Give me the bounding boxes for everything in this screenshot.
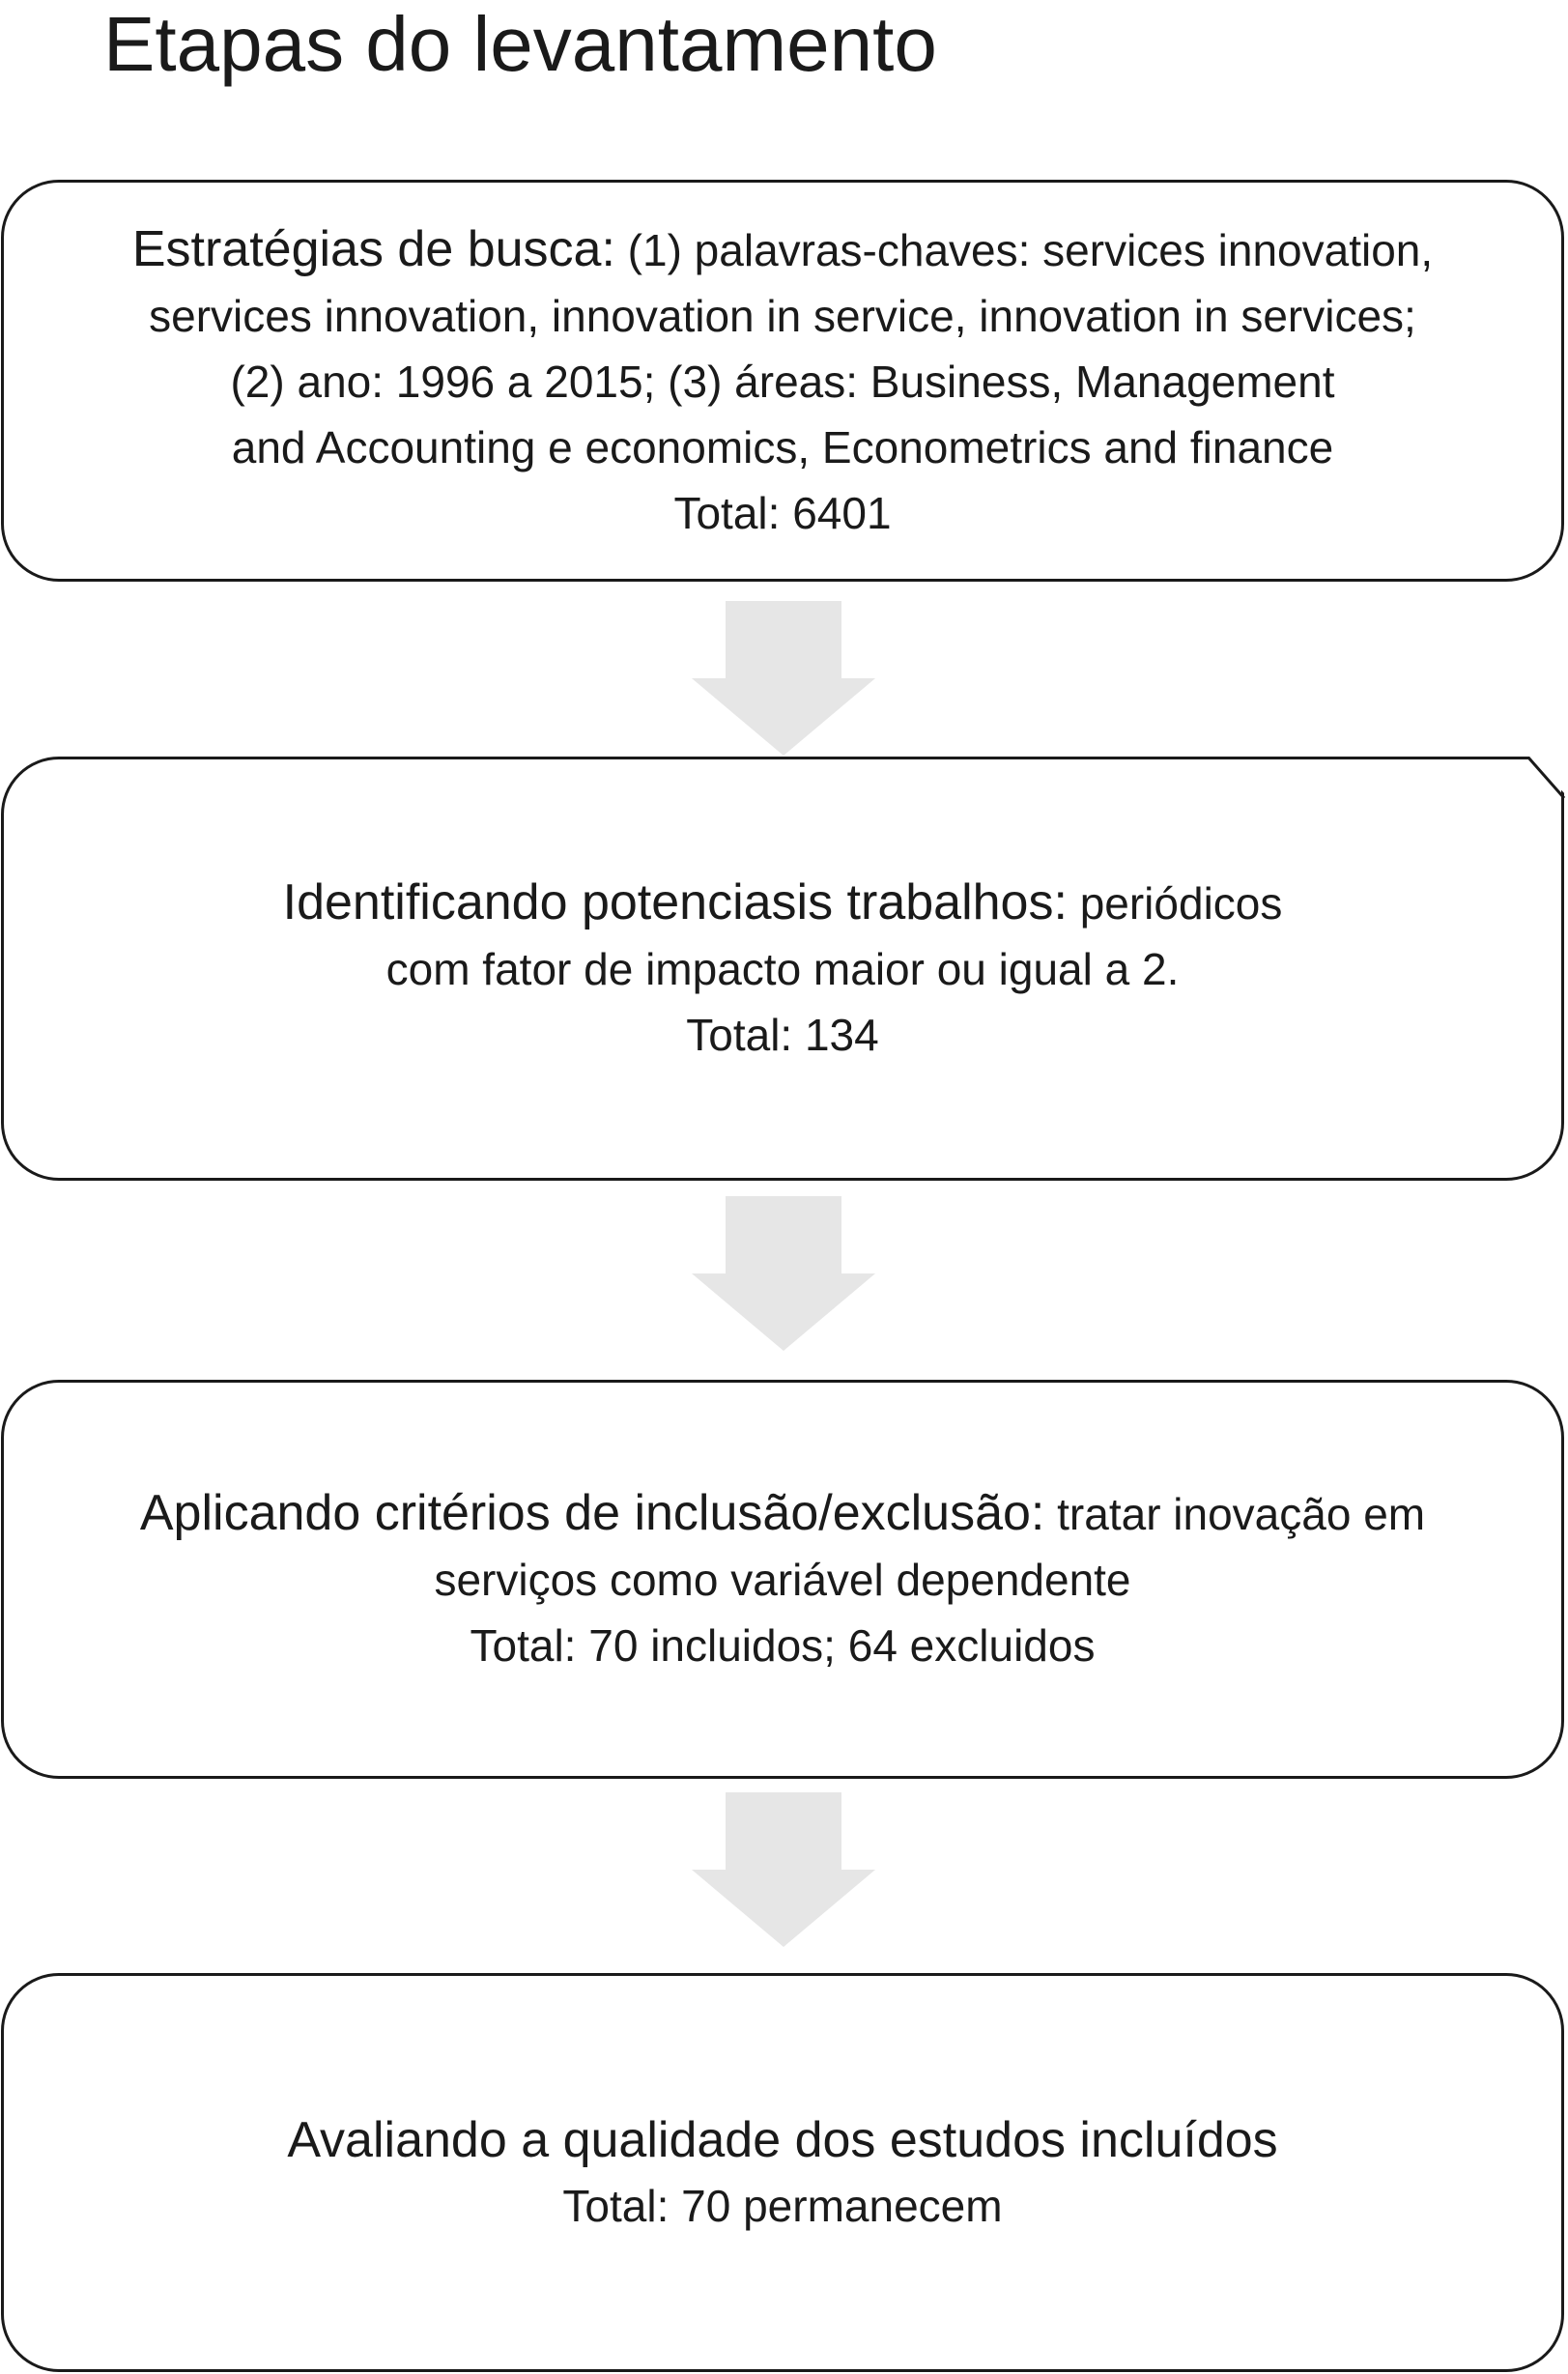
down-arrow-icon xyxy=(692,1792,875,1947)
down-arrow-icon xyxy=(692,1196,875,1351)
step-line: com fator de impacto maior ou igual a 2. xyxy=(385,944,1180,994)
step-box-quality xyxy=(1,1973,1564,2372)
step-lead-label: Estratégias de busca: xyxy=(131,220,615,277)
step-total: Total: 6401 xyxy=(673,487,892,538)
step-box-identify-works xyxy=(1,757,1564,1181)
step-box-criteria xyxy=(1,1380,1564,1779)
box-corner-cut xyxy=(1526,754,1568,798)
down-arrow-icon xyxy=(692,601,875,756)
step-line: and Accounting e economics, Econometrics and finance xyxy=(231,421,1334,472)
step-text: periódicos xyxy=(1067,878,1283,929)
step-lead-label: Avaliando a qualidade dos estudos incluídos xyxy=(287,2111,1278,2168)
step-line: (2) ano: 1996 a 2015; (3) áreas: Business, Management xyxy=(230,356,1335,407)
step-total: Total: 134 xyxy=(686,1010,879,1060)
step-line: services innovation, innovation in service, innovation in services; xyxy=(149,290,1416,341)
step-lead-label: Aplicando critérios de inclusão/exclusão: xyxy=(139,1485,1045,1541)
step-lead-label: Identificando potenciasis trabalhos: xyxy=(282,874,1068,930)
diagram-title: Etapas do levantamento xyxy=(103,1,937,87)
step-line xyxy=(283,870,1283,936)
step-total: Total: 70 incluidos; 64 excluidos xyxy=(470,1620,1096,1671)
step-line xyxy=(140,1480,1425,1547)
step-text: (1) palavras-chaves: services innovation, xyxy=(614,224,1434,275)
step-text: tratar inovação em xyxy=(1044,1489,1426,1539)
step-total: Total: 70 permanecem xyxy=(562,2180,1003,2231)
step-line xyxy=(132,216,1433,283)
step-line: serviços como variável dependente xyxy=(434,1555,1131,1605)
step-box-search-strategy xyxy=(1,180,1564,582)
